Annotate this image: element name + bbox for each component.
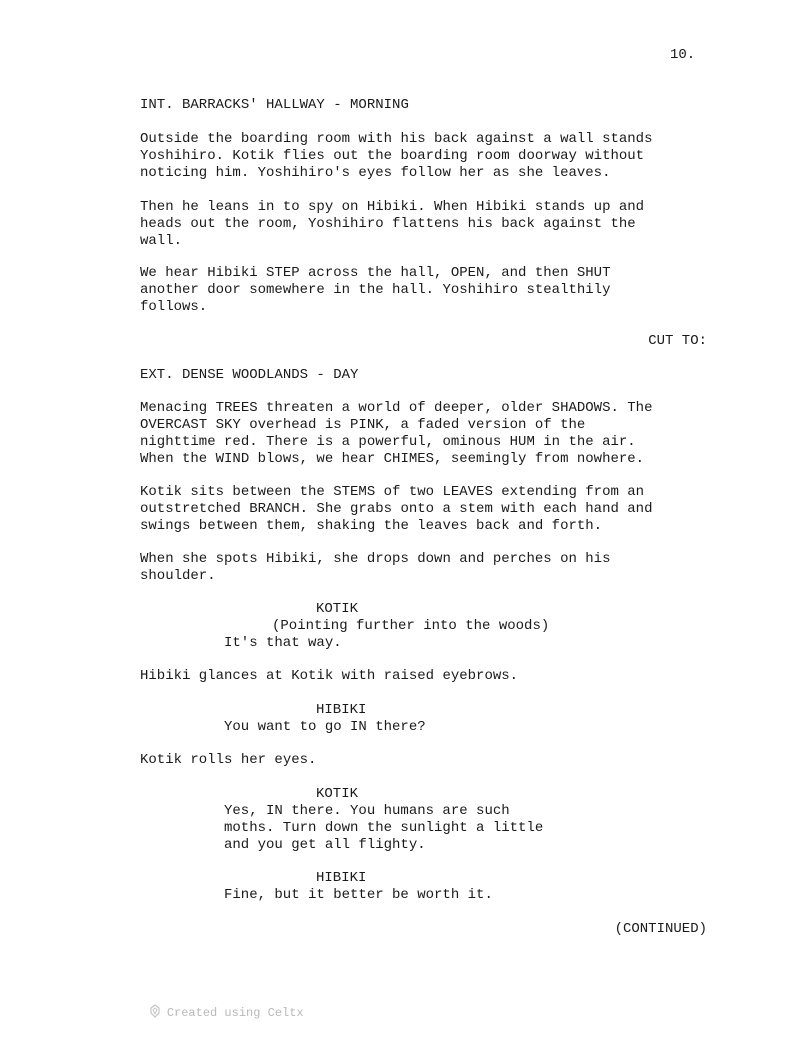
scene-heading: INT. BARRACKS' HALLWAY - MORNING [140, 97, 409, 113]
action-line: another door somewhere in the hall. Yoshihiro stealthily [140, 282, 611, 298]
scene-heading: EXT. DENSE WOODLANDS - DAY [140, 367, 359, 383]
action-line: follows. [140, 299, 208, 315]
character-name: KOTIK [316, 601, 359, 617]
action-line: outstretched BRANCH. She grabs onto a stem with each hand and [140, 501, 653, 517]
action-line: Hibiki glances at Kotik with raised eyebrows. [140, 668, 519, 684]
action-line: Then he leans in to spy on Hibiki. When Hibiki stands up and [140, 199, 645, 215]
action-block [140, 265, 610, 316]
character-name: HIBIKI [316, 870, 367, 886]
dialogue-line: You want to go IN there? [224, 719, 426, 735]
dialogue-line: and you get all flighty. [224, 837, 426, 853]
dialogue-line: It's that way. [224, 635, 342, 651]
dialogue-block [224, 803, 543, 854]
action-block [140, 668, 518, 685]
action-line: Outside the boarding room with his back against a wall stands [140, 131, 653, 147]
action-block [140, 551, 610, 585]
action-line: We hear Hibiki STEP across the hall, OPEN, and then SHUT [140, 265, 611, 281]
action-block [140, 752, 316, 769]
action-block [140, 199, 644, 250]
celtx-logo-icon [149, 1004, 161, 1018]
action-line: OVERCAST SKY overhead is PINK, a faded version of the [140, 417, 586, 433]
action-line: Kotik rolls her eyes. [140, 752, 317, 768]
dialogue-line: moths. Turn down the sunlight a little [224, 820, 544, 836]
dialogue-block [224, 719, 426, 736]
action-block [140, 484, 652, 535]
transition: (CONTINUED) [614, 921, 707, 937]
footer-text: Created using Celtx [166, 1006, 304, 1020]
action-line: noticing him. Yoshihiro's eyes follow her as she leaves. [140, 165, 611, 181]
page-number: 10. [670, 47, 696, 63]
action-line: nighttime red. There is a powerful, ominous HUM in the air. [140, 434, 636, 450]
transition: CUT TO: [648, 333, 707, 349]
footer [120, 988, 304, 1037]
action-line: Yoshihiro. Kotik flies out the boarding room doorway without [140, 148, 645, 164]
character-name: KOTIK [316, 786, 359, 802]
action-line: heads out the room, Yoshihiro flattens his back against the [140, 216, 636, 232]
action-line: Kotik sits between the STEMS of two LEAVES extending from an [140, 484, 645, 500]
dialogue-block [224, 887, 493, 904]
character-name: HIBIKI [316, 702, 367, 718]
action-block [140, 131, 652, 182]
action-line: wall. [140, 233, 183, 249]
action-line: Menacing TREES threaten a world of deeper, older SHADOWS. The [140, 400, 653, 416]
action-line: swings between them, shaking the leaves back and forth. [140, 518, 603, 534]
parenthetical: (Pointing further into the woods) [272, 618, 550, 634]
action-block [140, 400, 652, 468]
action-line: When she spots Hibiki, she drops down and perches on his [140, 551, 611, 567]
dialogue-line: Fine, but it better be worth it. [224, 887, 493, 903]
action-line: shoulder. [140, 568, 216, 584]
dialogue-line: Yes, IN there. You humans are such [224, 803, 510, 819]
dialogue-block [224, 635, 342, 652]
action-line: When the WIND blows, we hear CHIMES, seemingly from nowhere. [140, 451, 645, 467]
